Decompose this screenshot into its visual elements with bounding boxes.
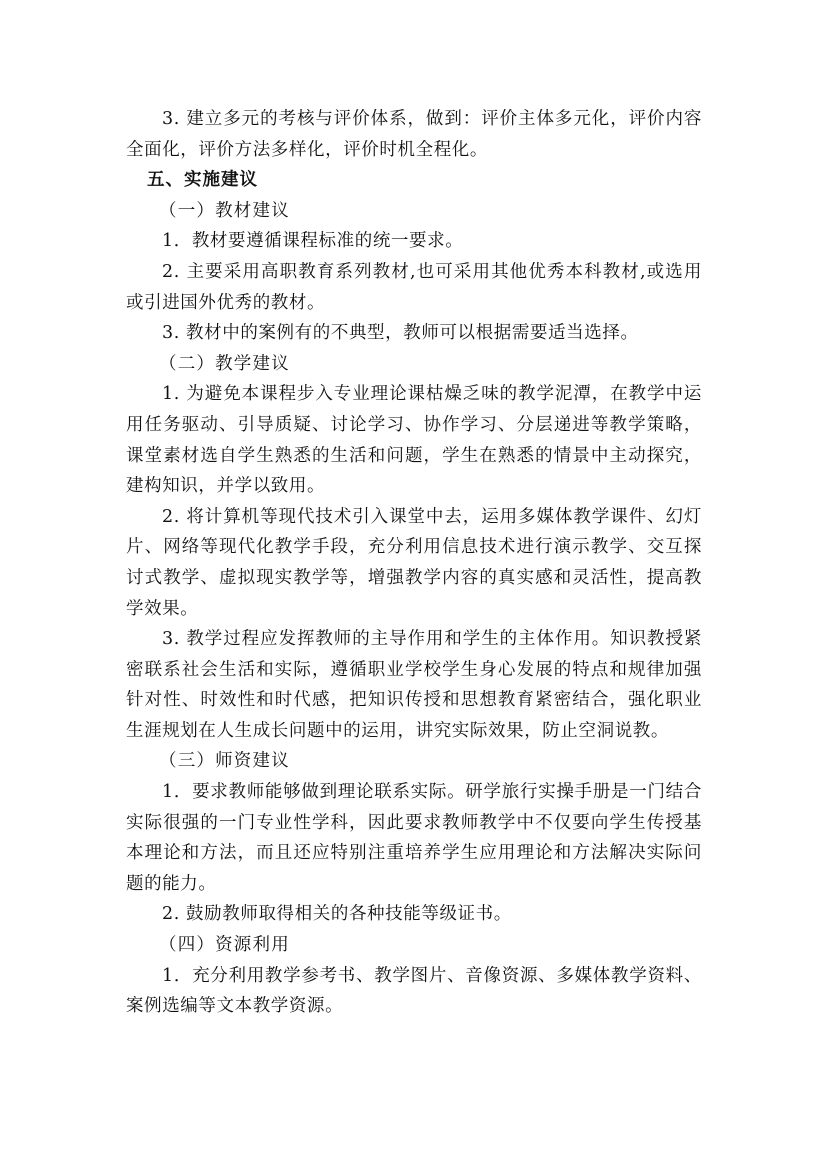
paragraph-assessment-system: 3. 建立多元的考核与评价体系，做到：评价主体多元化，评价内容全面化，评价方法多样化，评价时机全程化。	[126, 109, 702, 160]
paragraph-teaching-2: 2. 将计算机等现代技术引入课堂中去，运用多媒体教学课件、幻灯片、网络等现代化教学手段，充分利用信息技术进行演示教学、交互探讨式教学、虚拟现实教学等，增强教学内容的真实感和灵活性，提高教学效果。	[126, 506, 702, 619]
paragraph-faculty-1: 1．要求教师能够做到理论联系实际。研学旅行实操手册是一门结合实际很强的一门专业性学科，因此要求教师教学中不仅要向学生传授基本理论和方法，而且还应特别注重培养学生应用理论和方法解决实际问题的能力。	[126, 782, 702, 894]
subheading-textbook: （一）教材建议	[159, 200, 290, 221]
document-body	[126, 104, 702, 1022]
paragraph-textbook-3: 3. 教材中的案例有的不典型，教师可以根据需要适当选择。	[162, 323, 639, 344]
subheading-teaching: （二）教学建议	[159, 353, 290, 374]
paragraph-teaching-1: 1. 为避免本课程步入专业理论课枯燥乏味的教学泥潭，在教学中运用任务驱动、引导质疑、讨论学习、协作学习、分层递进等教学策略，课堂素材选自学生熟悉的生活和问题，学生在熟悉的情景中主动探究，建构知识，并学以致用。	[126, 384, 702, 497]
paragraph-textbook-2: 2. 主要采用高职教育系列教材,也可采用其他优秀本科教材,或选用或引进国外优秀的教材。	[126, 261, 702, 313]
paragraph-teaching-3: 3. 教学过程应发挥教师的主导作用和学生的主体作用。知识教授紧密联系社会生活和实际，遵循职业学校学生身心发展的特点和规律加强针对性、时效性和时代感，把知识传授和思想教育紧密结合，强化职业生涯规划在人生成长问题中的运用，讲究实际效果，防止空洞说教。	[126, 629, 702, 741]
section-heading-implementation: 五、实施建议	[147, 170, 258, 191]
paragraph-textbook-1: 1．教材要遵循课程标准的统一要求。	[162, 231, 464, 252]
paragraph-faculty-2: 2. 鼓励教师取得相关的各种技能等级证书。	[162, 904, 512, 925]
subheading-resources: （四）资源利用	[159, 935, 290, 956]
subheading-faculty: （三）师资建议	[159, 751, 290, 772]
paragraph-resources-1: 1．充分利用教学参考书、教学图片、音像资源、多媒体教学资料、案例选编等文本教学资源。	[126, 965, 702, 1017]
